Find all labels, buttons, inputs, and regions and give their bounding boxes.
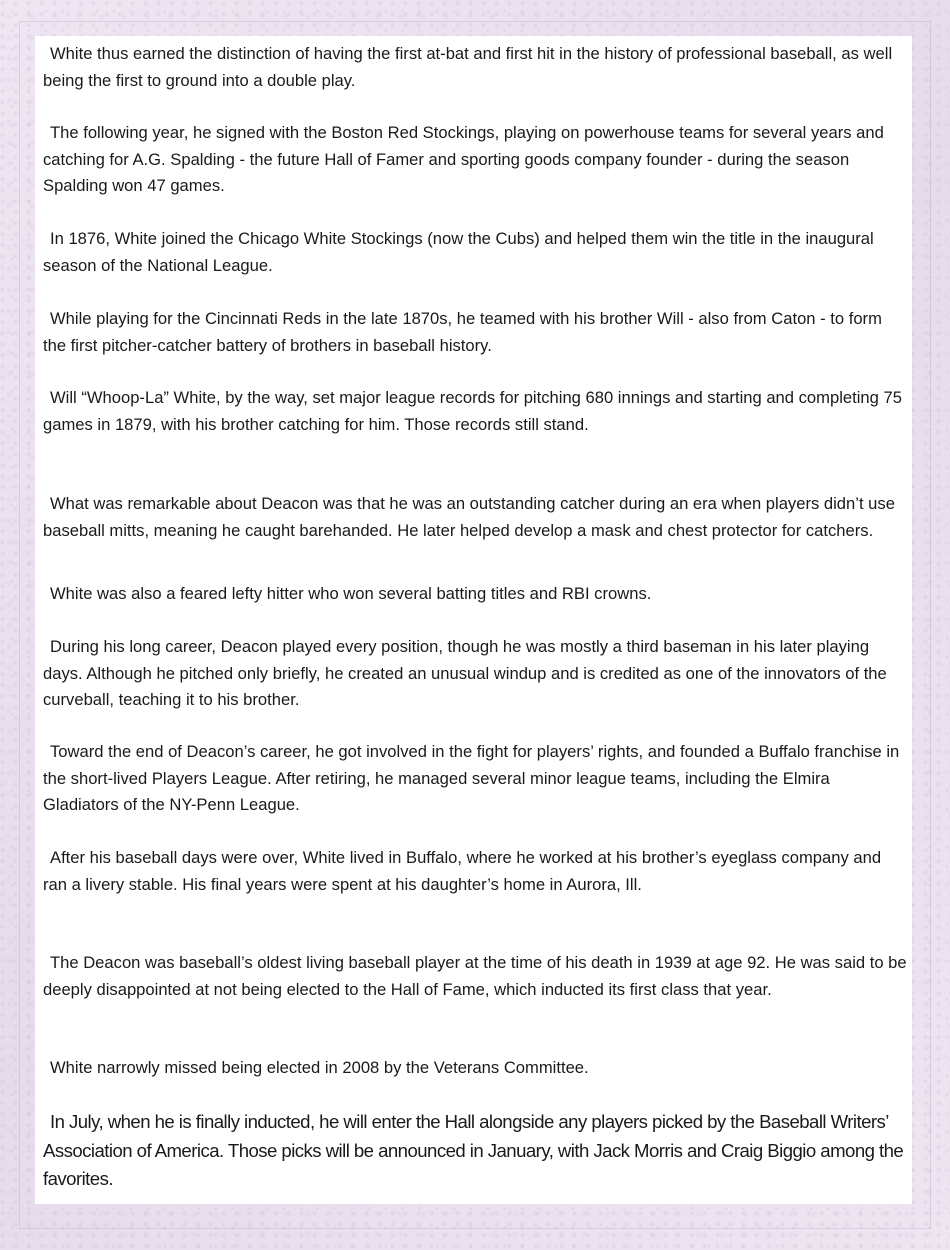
paragraph-boston-red-stockings: The following year, he signed with the Boston Red Stockings, playing on powerhouse teams for several years and catching for A.G. Spalding - the future Hall of Famer and sporting goods company founder - during the season Spalding won 47 games. <box>43 123 884 195</box>
paragraph-players-rights: Toward the end of Deacon’s career, he got involved in the fight for players’ rights, and founded a Buffalo franchise in the short-lived Players League. After retiring, he managed several minor league teams, including the Elmira Gladiators of the NY-Penn League. <box>43 742 900 814</box>
paragraph-buffalo-years: After his baseball days were over, White lived in Buffalo, where he worked at his brother’s eyeglass company and ran a livery stable. His final years were spent at his daughter’s home in Aurora, Ill. <box>43 848 882 894</box>
paragraph-chicago-white-stockings: In 1876, White joined the Chicago White Stockings (now the Cubs) and helped them win the title in the inaugural season of the National League. <box>43 229 874 275</box>
paragraph-whoop-la-white: Will “Whoop-La” White, by the way, set major league records for pitching 680 innings and starting and completing 75 games in 1879, with his brother catching for him. Those records still stand. <box>43 388 902 434</box>
paragraph-veterans-committee: White narrowly missed being elected in 2008 by the Veterans Committee. <box>50 1058 589 1077</box>
paragraph-lefty-hitter: White was also a feared lefty hitter who won several batting titles and RBI crowns. <box>50 584 652 603</box>
paragraph-barehanded-catcher: What was remarkable about Deacon was that he was an outstanding catcher during an era when players didn’t use baseball mitts, meaning he caught barehanded. He later helped develop a mask and chest protector for catchers. <box>43 494 895 540</box>
paragraph-every-position: During his long career, Deacon played every position, though he was mostly a third baseman in his later playing days. Although he pitched only briefly, he created an unusual windup and is credited as one of the innovators of the curveball, teaching it to his brother. <box>43 637 887 709</box>
paragraph-oldest-living-player: The Deacon was baseball’s oldest living baseball player at the time of his death in 1939 at age 92. He was said to be deeply disappointed at not being elected to the Hall of Fame, which inducted its first class that year. <box>43 953 907 999</box>
document-page <box>35 36 912 1204</box>
paragraph-cincinnati-reds: While playing for the Cincinnati Reds in the late 1870s, he teamed with his brother Will - also from Caton - to form the first pitcher-catcher battery of brothers in baseball history. <box>43 309 882 355</box>
paragraph-first-at-bat: White thus earned the distinction of having the first at-bat and first hit in the history of professional baseball, as well being the first to ground into a double play. <box>43 44 893 90</box>
paragraph-july-induction: In July, when he is finally inducted, he will enter the Hall alongside any players picked by the Baseball Writers’ Association of America. Those picks will be announced in January, with Jack Morris and Craig Biggio among the favorites. <box>43 1111 904 1189</box>
